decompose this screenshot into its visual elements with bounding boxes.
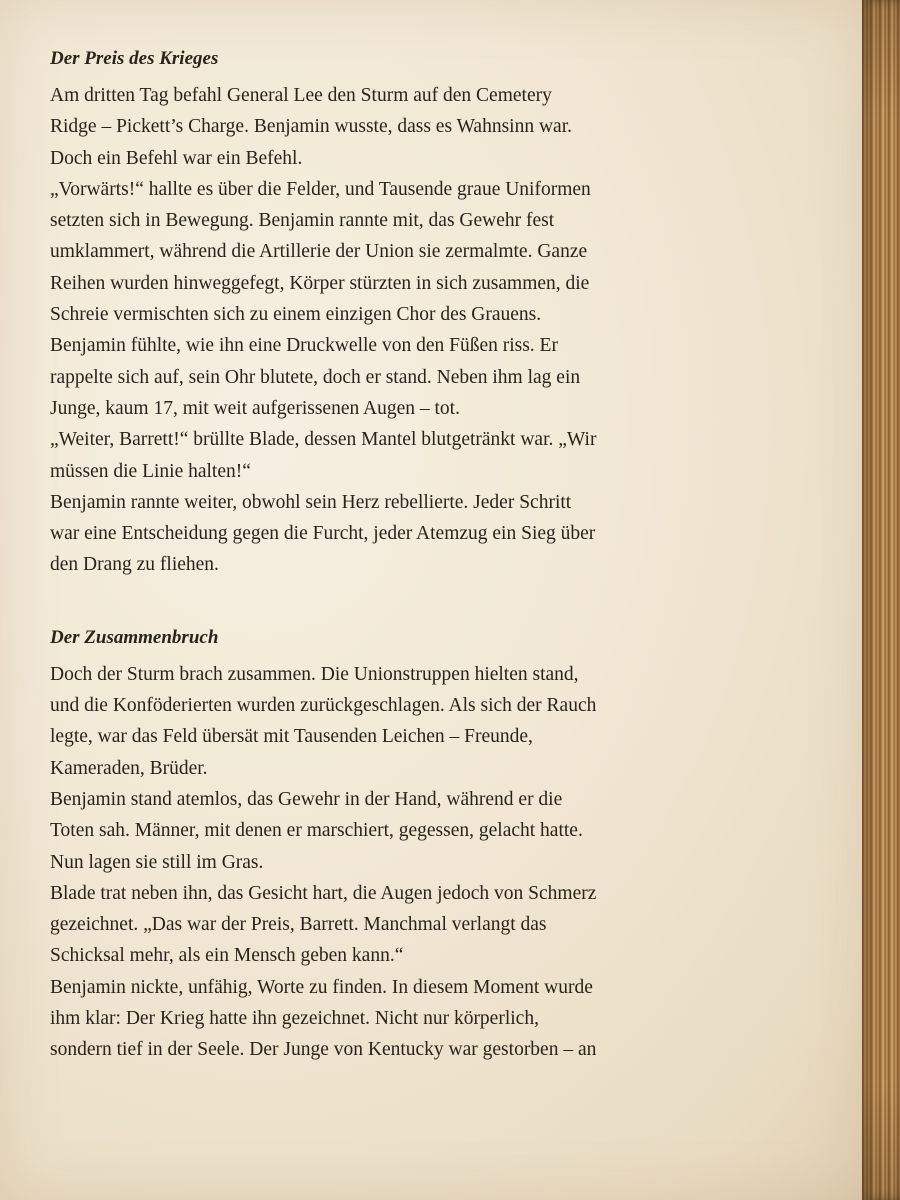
text-line: „Vorwärts!“ hallte es über die Felder, und Tausende graue Uniformen (50, 178, 591, 200)
text-line: umklammert, während die Artillerie der Union sie zermalmte. Ganze (50, 241, 588, 263)
text-line: Junge, kaum 17, mit weit aufgerissenen Augen – tot. (50, 397, 460, 419)
text-line: war eine Entscheidung gegen die Furcht, jeder Atemzug ein Sieg über (50, 523, 596, 545)
text-line: rappelte sich auf, sein Ohr blutete, doch er stand. Neben ihm lag ein (50, 366, 581, 388)
page-edges (862, 0, 900, 1200)
text-line: Nun lagen sie still im Gras. (50, 851, 264, 873)
text-line: gezeichnet. „Das war der Preis, Barrett. Manchmal verlangt das (50, 914, 547, 936)
section-spacer (50, 581, 660, 623)
section-preis-des-krieges (50, 44, 660, 581)
section-body (50, 659, 660, 1066)
text-line: Blade trat neben ihn, das Gesicht hart, die Augen jedoch von Schmerz (50, 882, 597, 904)
text-line: Benjamin stand atemlos, das Gewehr in der Hand, während er die (50, 788, 563, 810)
text-line: Schreie vermischten sich zu einem einzigen Chor des Grauens. (50, 304, 542, 326)
text-line: Schicksal mehr, als ein Mensch geben kann.“ (50, 945, 404, 967)
text-line: Toten sah. Männer, mit denen er marschiert, gegessen, gelacht hatte. (50, 820, 583, 842)
text-line: müssen die Linie halten!“ (50, 460, 251, 482)
text-line: ihm klar: Der Krieg hatte ihn gezeichnet. Nicht nur körperlich, (50, 1008, 539, 1030)
text-line: setzten sich in Bewegung. Benjamin rannte mit, das Gewehr fest (50, 210, 555, 232)
text-line: den Drang zu fliehen. (50, 554, 219, 576)
text-line: Reihen wurden hinweggefegt, Körper stürzten in sich zusammen, die (50, 272, 590, 294)
section-title: Der Zusammenbruch (50, 626, 219, 648)
section-zusammenbruch (50, 623, 660, 1066)
text-line: legte, war das Feld übersät mit Tausenden Leichen – Freunde, (50, 726, 533, 748)
text-line: sondern tief in der Seele. Der Junge von Kentucky war gestorben – an (50, 1039, 597, 1061)
text-line: Benjamin nickte, unfähig, Worte zu finden. In diesem Moment wurde (50, 976, 593, 998)
text-line: Doch ein Befehl war ein Befehl. (50, 147, 303, 169)
page-content (50, 44, 660, 1066)
section-title: Der Preis des Krieges (50, 48, 219, 69)
section-body (50, 80, 660, 581)
text-line: Ridge – Pickett’s Charge. Benjamin wusste, dass es Wahnsinn war. (50, 116, 572, 138)
text-line: Doch der Sturm brach zusammen. Die Unionstruppen hielten stand, (50, 663, 579, 685)
text-line: Am dritten Tag befahl General Lee den Sturm auf den Cemetery (50, 85, 552, 106)
text-line: und die Konföderierten wurden zurückgeschlagen. Als sich der Rauch (50, 695, 597, 717)
text-line: Kameraden, Brüder. (50, 757, 208, 779)
text-line: Benjamin fühlte, wie ihn eine Druckwelle von den Füßen riss. Er (50, 335, 558, 357)
text-line: Benjamin rannte weiter, obwohl sein Herz rebellierte. Jeder Schritt (50, 491, 572, 513)
text-line: „Weiter, Barrett!“ brüllte Blade, dessen Mantel blutgetränkt war. „Wir (50, 429, 597, 451)
